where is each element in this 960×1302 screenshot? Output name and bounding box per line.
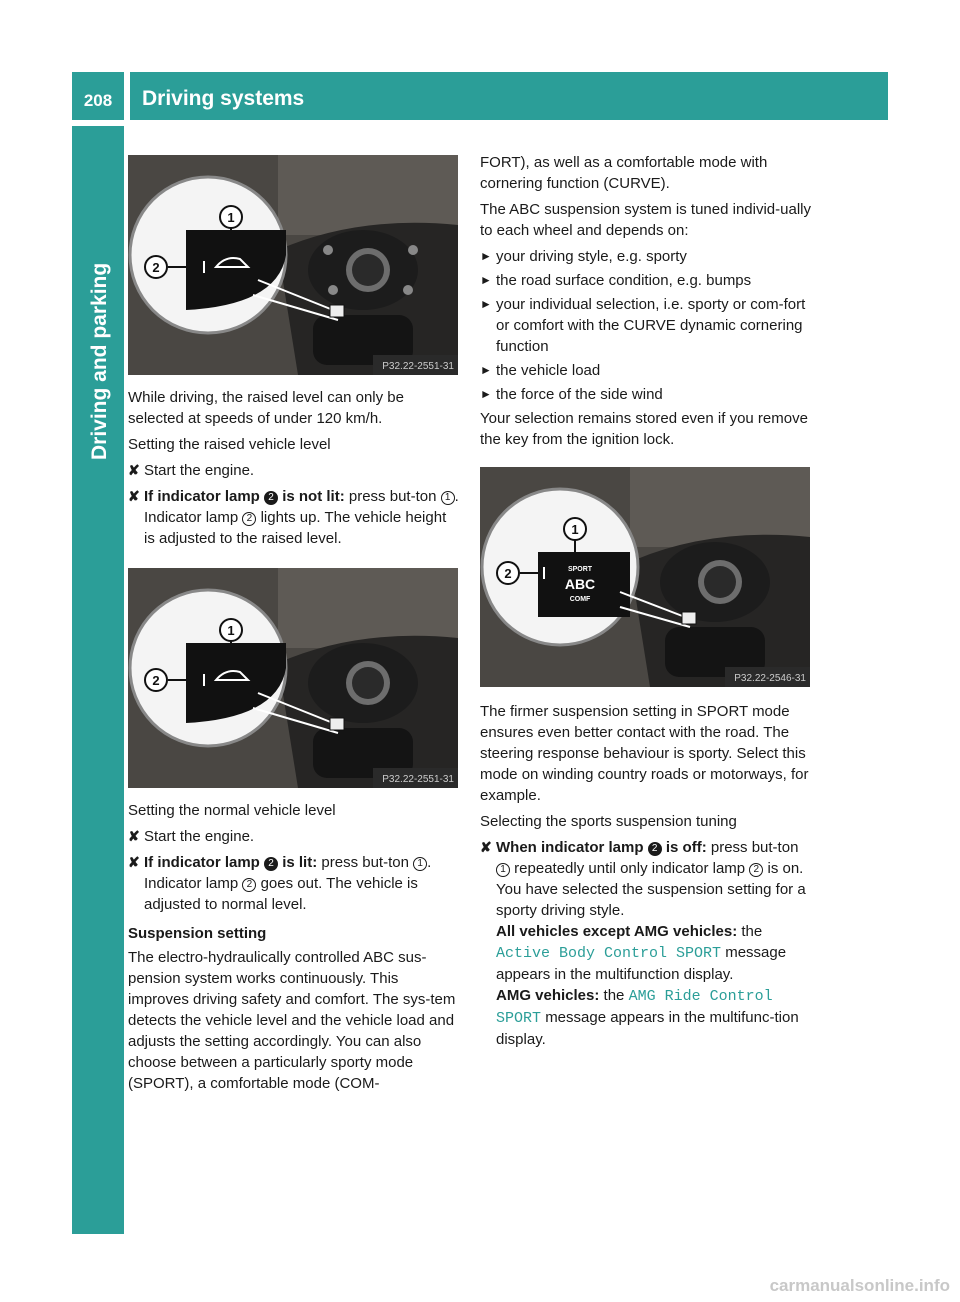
step-text: press but-ton <box>321 854 409 871</box>
callout-ref: 2 <box>648 842 662 856</box>
console-illustration-1 <box>128 155 458 375</box>
step-text: . <box>454 488 459 505</box>
image-code: P32.22-2551-31 <box>382 361 454 372</box>
list-item <box>480 246 812 267</box>
step-text: repeatedly until only indicator lamp <box>514 860 746 877</box>
list-item-text: the force of the side wind <box>496 386 663 403</box>
section-heading: Suspension setting <box>128 925 267 942</box>
bullet-icon: ► <box>480 387 492 401</box>
right-column <box>480 152 812 1055</box>
step-arrow-icon: ✘ <box>128 462 140 478</box>
step-text: is on. <box>767 860 804 877</box>
list-item-text: your individual selection, i.e. sporty or com-fort or comfort with the CURVE dynamic cornering function <box>496 296 806 355</box>
callout-ref: 2 <box>242 512 256 526</box>
watermark: carmanualsonline.info <box>769 1276 950 1295</box>
console-illustration-2 <box>128 568 458 788</box>
step-bold: is not lit: <box>282 488 345 505</box>
step-text: Indicator lamp <box>144 509 239 526</box>
page-header <box>72 72 888 120</box>
console-photo-1 <box>128 155 458 375</box>
step-text: the <box>603 987 625 1004</box>
paragraph: Selecting the sports suspension tuning <box>480 813 737 830</box>
image-code: P32.22-2546-31 <box>734 673 806 684</box>
list-item <box>480 270 812 291</box>
section-title: Driving systems <box>130 72 888 120</box>
step-bold: All vehicles except AMG vehicles: <box>496 923 738 940</box>
paragraph: Setting the normal vehicle level <box>128 802 336 819</box>
list-item-text: the road surface condition, e.g. bumps <box>496 272 752 289</box>
callout-ref: 1 <box>441 491 455 505</box>
callout-ref: 1 <box>413 857 427 871</box>
mode-label-comf: COMF <box>569 596 591 603</box>
instruction-step <box>128 826 460 847</box>
bullet-icon: ► <box>480 363 492 377</box>
step-text: goes out. The vehicle is adjusted to normal level. <box>144 875 418 913</box>
callout-ref: 1 <box>496 863 510 877</box>
step-bold: If indicator lamp <box>144 488 260 505</box>
console-illustration-3 <box>480 467 810 687</box>
display-message: Active Body Control SPORT <box>496 945 722 962</box>
instruction-step <box>128 852 460 915</box>
callout-2: 2 <box>152 673 160 688</box>
paragraph: The firmer suspension setting in SPORT mode ensures even better contact with the road. The steering response behaviour is sporty. Select this mode on winding country roads or motorways, for example. <box>480 703 809 804</box>
callout-2: 2 <box>152 260 160 275</box>
left-column <box>128 152 460 1099</box>
console-photo-3 <box>480 467 810 687</box>
callout-1: 1 <box>227 210 235 225</box>
callout-ref: 2 <box>242 878 256 892</box>
bullet-icon: ► <box>480 297 492 311</box>
list-item <box>480 294 812 357</box>
list-item <box>480 360 812 381</box>
step-text: Indicator lamp <box>144 875 239 892</box>
step-text: . <box>427 854 432 871</box>
step-bold: is lit: <box>282 854 318 871</box>
step-text: Start the engine. <box>144 462 255 479</box>
paragraph: The electro-hydraulically controlled ABC sus-pension system works continuously. This improves driving safety and comfort. The sys-tem detects the vehicle level and the vehicle load and adjusts the setting accordingly. You can also choose between a particularly sporty mode (SPORT), a comfortable mode (COM- <box>128 949 456 1092</box>
step-arrow-icon: ✘ <box>128 828 140 844</box>
step-text: press but-ton <box>710 839 799 856</box>
display-message: AMG Ride Control SPORT <box>496 988 773 1027</box>
callout-1: 1 <box>571 522 579 537</box>
image-code: P32.22-2551-31 <box>382 774 454 785</box>
step-bold: is off: <box>665 839 707 856</box>
instruction-step <box>128 486 460 549</box>
callout-1: 1 <box>227 623 235 638</box>
paragraph: Setting the raised vehicle level <box>128 436 331 453</box>
callout-ref: 2 <box>264 491 278 505</box>
step-arrow-icon: ✘ <box>480 839 492 855</box>
callout-ref: 2 <box>749 863 763 877</box>
paragraph: The ABC suspension system is tuned individ-ually to each wheel and depends on: <box>480 201 811 239</box>
callout-2: 2 <box>504 566 512 581</box>
step-text: lights up. The vehicle height is adjusted to the raised level. <box>144 509 447 547</box>
side-tab-label: Driving and parking <box>88 262 111 460</box>
paragraph: Your selection remains stored even if you remove the key from the ignition lock. <box>480 410 808 448</box>
step-arrow-icon: ✘ <box>128 488 140 504</box>
step-bold: AMG vehicles: <box>496 987 600 1004</box>
callout-ref: 2 <box>264 857 278 871</box>
console-photo-2 <box>128 568 458 788</box>
step-bold: If indicator lamp <box>144 854 260 871</box>
step-text: the <box>741 923 763 940</box>
step-text: press but-ton <box>348 488 437 505</box>
step-text: You have selected the suspension setting for a sporty driving style. <box>496 881 806 919</box>
paragraph: FORT), as well as a comfortable mode with cornering function (CURVE). <box>480 154 768 192</box>
page-number: 208 <box>72 72 124 120</box>
step-text: message appears in the multifunc-tion display. <box>496 1009 799 1048</box>
step-text: message appears in the multifunction display. <box>496 944 787 983</box>
mode-label-abc: ABC <box>564 576 596 592</box>
step-text: Start the engine. <box>144 828 255 845</box>
list-item <box>480 384 812 405</box>
list-item-text: your driving style, e.g. sporty <box>496 248 687 265</box>
instruction-step <box>128 460 460 481</box>
list-item-text: the vehicle load <box>496 362 601 379</box>
bullet-icon: ► <box>480 249 492 263</box>
mode-label-sport: SPORT <box>567 566 593 573</box>
step-bold: When indicator lamp <box>496 839 644 856</box>
bullet-icon: ► <box>480 273 492 287</box>
paragraph: While driving, the raised level can only be selected at speeds of under 120 km/h. <box>128 389 404 427</box>
instruction-step <box>480 837 812 1050</box>
step-arrow-icon: ✘ <box>128 854 140 870</box>
